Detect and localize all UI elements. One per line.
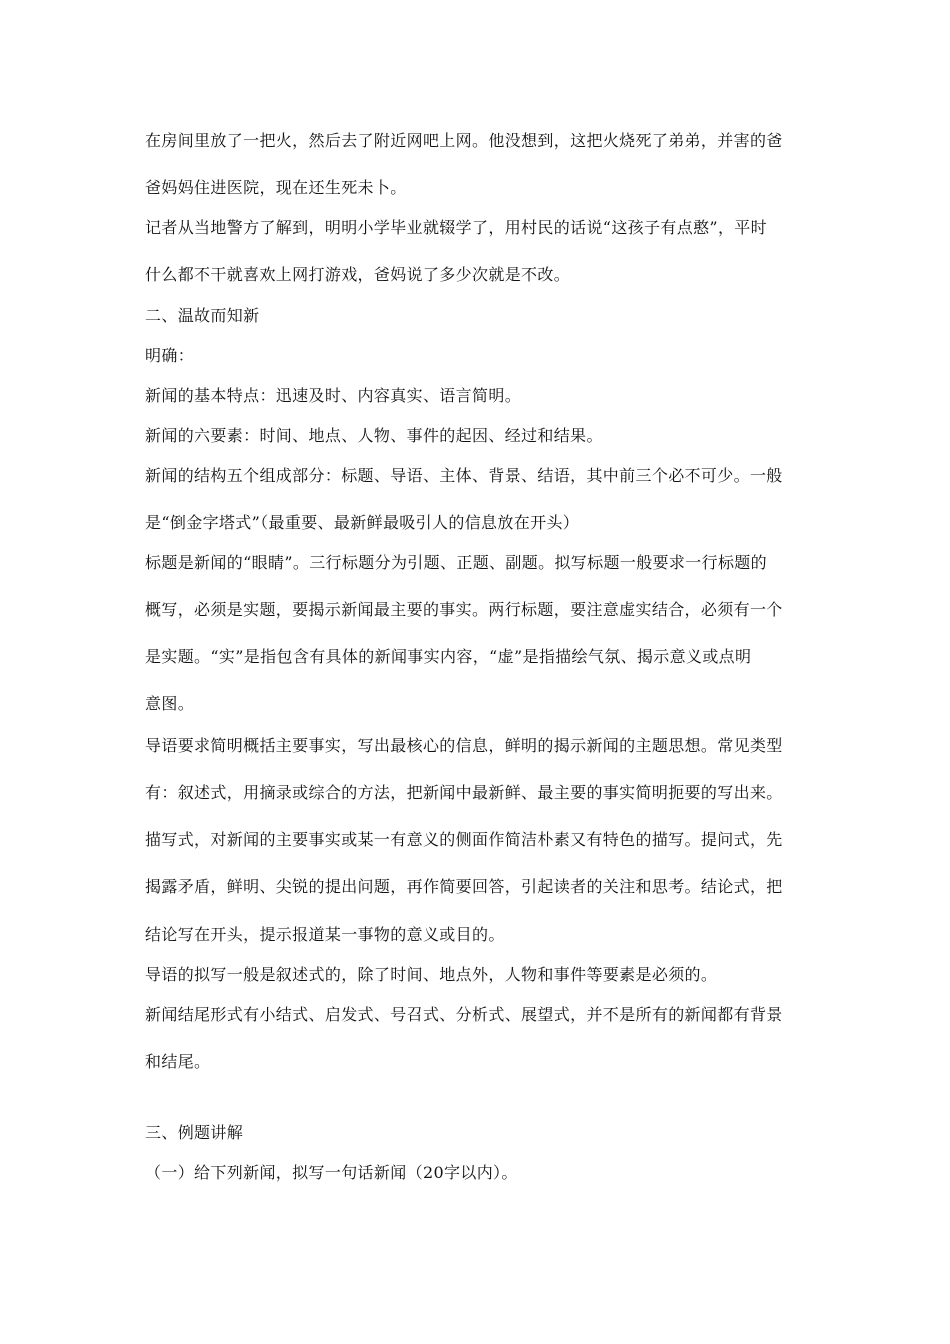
text-line: 导语要求简明概括主要事实，写出最核心的信息，鲜明的揭示新闻的主题思想。常见类型 — [145, 736, 783, 755]
text-line: 新闻的基本特点：迅速及时、内容真实、语言简明。 — [145, 386, 522, 405]
text-line: 什么都不干就喜欢上网打游戏，爸妈说了多少次就是不改。 — [145, 265, 571, 284]
text-line: 新闻的六要素：时间、地点、人物、事件的起因、经过和结果。 — [145, 426, 603, 445]
text-line: 导语的拟写一般是叙述式的，除了时间、地点外，人物和事件等要素是必须的。 — [145, 965, 718, 984]
text-line: 和结尾。 — [145, 1052, 211, 1071]
text-line: 有：叙述式，用摘录或综合的方法，把新闻中最新鲜、最主要的事实简明扼要的写出来。 — [145, 783, 783, 802]
text-line: （一）给下列新闻，拟写一句话新闻（20字以内）。 — [145, 1163, 518, 1182]
text-line: 是实题。“实”是指包含有具体的新闻事实内容，“虚”是指描绘气氛、揭示意义或点明 — [145, 647, 752, 666]
text-line: 新闻结尾形式有小结式、启发式、号召式、分析式、展望式，并不是所有的新闻都有背景 — [145, 1005, 783, 1024]
text-line: 描写式，对新闻的主要事实或某一有意义的侧面作简洁朴素又有特色的描写。提问式，先 — [145, 830, 783, 849]
text-line: 在房间里放了一把火，然后去了附近网吧上网。他没想到，这把火烧死了弟弟，并害的爸 — [145, 131, 783, 150]
section-heading: 三、例题讲解 — [145, 1123, 244, 1142]
text-line: 新闻的结构五个组成部分：标题、导语、主体、背景、结语，其中前三个必不可少。一般 — [145, 466, 783, 485]
text-line: 结论写在开头，提示报道某一事物的意义或目的。 — [145, 925, 505, 944]
text-line: 明确： — [145, 346, 195, 365]
text-line: 是“倒金字塔式”（最重要、最新鲜最吸引人的信息放在开头） — [145, 513, 580, 532]
text-line: 记者从当地警方了解到，明明小学毕业就辍学了，用村民的话说“这孩子有点憨”，平时 — [145, 218, 768, 237]
section-heading: 二、温故而知新 — [145, 306, 260, 325]
text-line: 标题是新闻的“眼睛”。三行标题分为引题、正题、副题。拟写标题一般要求一行标题的 — [145, 553, 768, 572]
text-line: 意图。 — [145, 694, 195, 713]
text-line: 揭露矛盾，鲜明、尖锐的提出问题，再作简要回答，引起读者的关注和思考。结论式，把 — [145, 877, 783, 896]
text-line: 概写，必须是实题，要揭示新闻最主要的事实。两行标题，要注意虚实结合，必须有一个 — [145, 600, 783, 619]
text-line: 爸妈妈住进医院，现在还生死未卜。 — [145, 178, 407, 197]
